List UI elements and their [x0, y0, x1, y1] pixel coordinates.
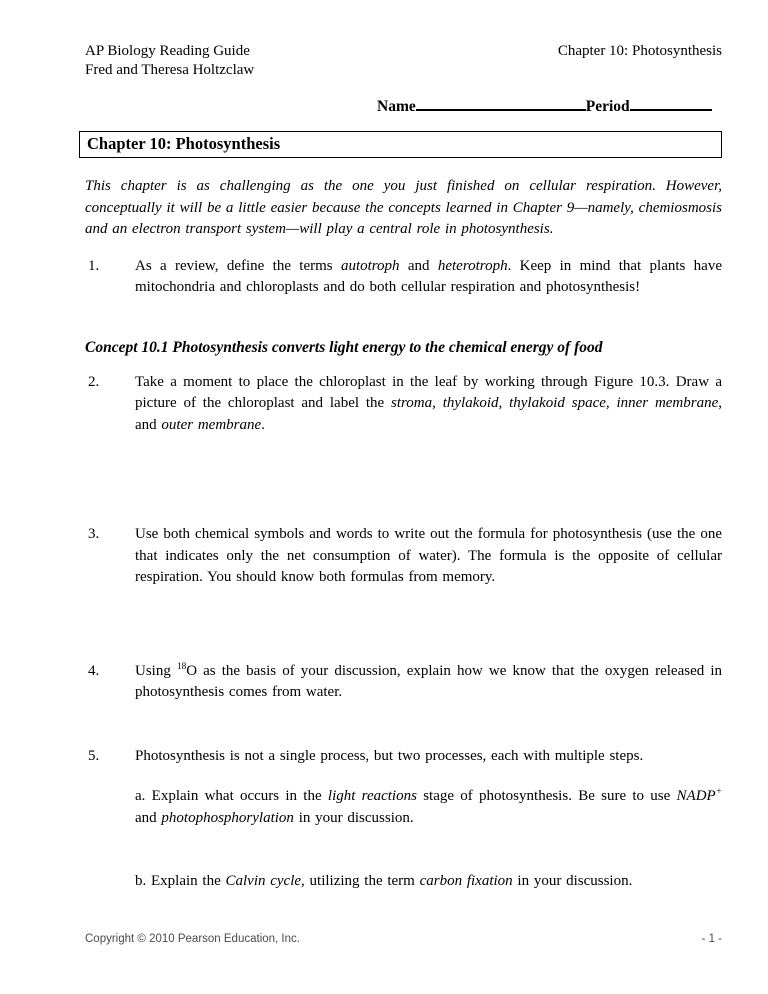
period-label: Period [585, 98, 630, 115]
question-4 [85, 661, 722, 704]
chapter-label: Chapter 10: Photosynthesis [557, 43, 722, 59]
question-5-number: 5. [88, 747, 100, 764]
name-label: Name [377, 98, 416, 115]
course-title: AP Biology Reading Guide [85, 43, 250, 59]
concept-heading: Concept 10.1 Photosynthesis converts light energy to the chemical energy of food [85, 338, 603, 356]
name-blank [416, 98, 586, 111]
question-1-text: As a review, define the terms autotroph and heterotroph. Keep in mind that plants have mitochondria and chloroplasts and do both cellular respiration and photosynthesis! [135, 257, 722, 295]
question-2 [85, 372, 722, 437]
question-3-text: Use both chemical symbols and words to write out the formula for photosynthesis (use the one that indicates only the net consumption of water). The formula is the opposite of cellular respiration. You should know both formulas from memory. [135, 526, 722, 585]
page-number: - 1 - [701, 933, 722, 945]
question-5 [85, 746, 722, 768]
authors: Fred and Theresa Holtzclaw [85, 62, 255, 78]
question-4-text: Using $^{18}$O as the basis of your discussion, explain how we know that the oxygen released in photosynthesis comes from water. [135, 661, 723, 700]
question-5b: b. Explain the Calvin cycle, utilizing the term carbon fixation in your discussion. [135, 873, 633, 889]
question-2-text: Take a moment to place the chloroplast in the leaf by working through Figure 10.3. Draw a picture of the chloroplast and label the stroma, thylakoid, thylakoid space, inner membrane, and outer membrane. [135, 373, 723, 433]
page-header [85, 42, 722, 80]
question-1-number: 1. [88, 257, 100, 274]
question-5a: a. Explain what occurs in the light reactions stage of photosynthesis. Be sure to use NADP+ and photophosphorylation in your discussion. [135, 787, 722, 826]
question-3 [85, 524, 722, 589]
question-4-number: 4. [88, 662, 100, 679]
question-2-number: 2. [88, 373, 100, 390]
copyright-text: Copyright © 2010 Pearson Education, Inc. [85, 933, 300, 945]
intro-paragraph: This chapter is as challenging as the one you just finished on cellular respiration. However, conceptually it will be a little easier because the concepts learned in Chapter 9—namely, chemiosmosis and an electron transport system—will play a central role in photosynthesis. [85, 178, 722, 237]
question-1 [85, 256, 722, 299]
page-footer [85, 933, 722, 945]
name-period-line [85, 98, 722, 115]
period-blank [630, 98, 712, 111]
chapter-title-box: Chapter 10: Photosynthesis [79, 131, 722, 158]
header-left [85, 42, 254, 80]
question-3-number: 3. [88, 526, 100, 542]
question-5-text: Photosynthesis is not a single process, but two processes, each with multiple steps. [135, 747, 644, 764]
